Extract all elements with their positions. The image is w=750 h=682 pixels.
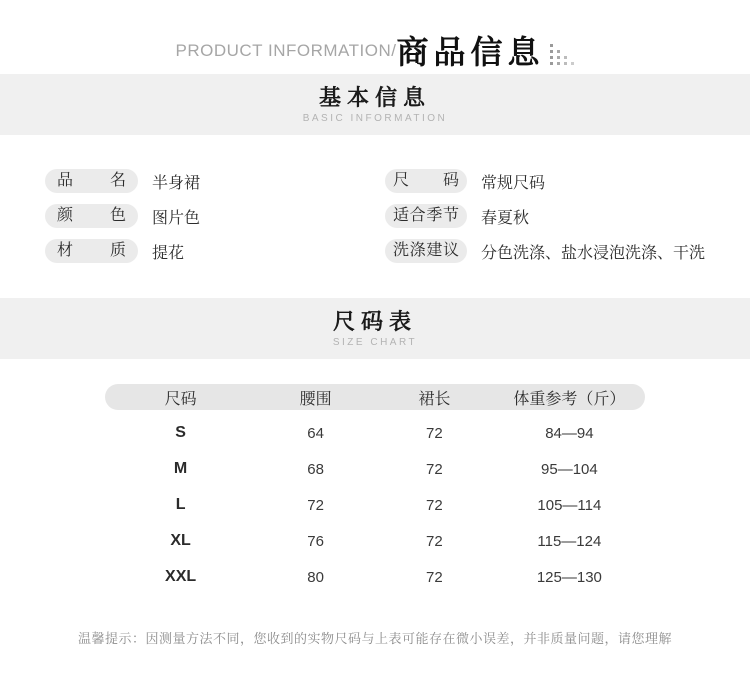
attribute-list (0, 135, 750, 263)
cell-size: L (175, 496, 186, 513)
cell-length: 72 (426, 460, 443, 478)
size-chart-subtitle: SIZE CHART (332, 337, 418, 349)
attr-value: 春夏秋 (481, 209, 530, 227)
attr-label: 洗涤建议 (385, 239, 467, 263)
attr-label: 材质 (45, 239, 138, 263)
cell-length: 72 (426, 568, 443, 586)
table-row (105, 559, 645, 595)
attr-label: 尺码 (385, 169, 467, 193)
attr-row-product-name (45, 169, 385, 193)
cell-waist: 68 (307, 460, 324, 478)
cell-waist: 72 (307, 496, 324, 514)
cell-waist: 80 (307, 568, 324, 586)
table-row (105, 451, 645, 487)
cell-weight: 125—130 (536, 568, 602, 586)
attr-value: 提花 (152, 244, 185, 262)
attr-value: 分色洗涤、盐水浸泡洗涤、干洗 (481, 244, 706, 262)
header-english-label: PRODUCT INFORMATION/ (175, 41, 397, 60)
attr-row-color (45, 204, 385, 228)
page-title: 商品信息 (396, 34, 545, 70)
table-row (105, 487, 645, 523)
size-chart-section-header (0, 298, 750, 359)
size-table-body (105, 415, 645, 595)
col-header-waist: 腰围 (299, 390, 332, 408)
cell-size: S (175, 424, 186, 441)
cell-size: M (173, 460, 188, 477)
attr-row-size (385, 169, 730, 193)
cell-weight: 105—114 (537, 496, 602, 514)
cell-weight: 95—104 (541, 460, 598, 478)
attr-value: 半身裙 (152, 174, 201, 192)
cell-weight: 84—94 (545, 424, 594, 442)
dots-decoration-icon (550, 44, 574, 65)
attr-label: 适合季节 (385, 204, 467, 228)
size-table (105, 384, 645, 595)
attr-row-material (45, 239, 385, 263)
cell-length: 72 (426, 424, 443, 442)
attr-value: 常规尺码 (481, 174, 546, 192)
attr-label: 品名 (45, 169, 138, 193)
cell-length: 72 (426, 532, 443, 550)
basic-info-subtitle: BASIC INFORMATION (302, 113, 448, 125)
table-row (105, 415, 645, 451)
basic-info-title: 基本信息 (318, 84, 431, 110)
table-row (105, 523, 645, 559)
cell-weight: 115—124 (537, 532, 602, 550)
attr-value: 图片色 (152, 209, 201, 227)
size-table-header-row (105, 384, 645, 410)
cell-waist: 64 (307, 424, 324, 442)
col-header-length: 裙长 (418, 390, 451, 408)
cell-length: 72 (426, 496, 443, 514)
col-header-size: 尺码 (164, 390, 197, 408)
col-header-weight: 体重参考（斤） (513, 390, 626, 408)
attr-row-season (385, 204, 730, 228)
attr-label: 颜色 (45, 204, 138, 228)
cell-size: XXL (165, 568, 197, 585)
friendly-reminder-note: 温馨提示：因测量方法不同，您收到的实物尺码与上表可能存在微小误差，并非质量问题，请您理解 (77, 631, 672, 646)
page-header (0, 0, 750, 68)
attr-row-washing (385, 239, 730, 263)
cell-waist: 76 (307, 532, 324, 550)
basic-info-section-header (0, 74, 750, 135)
size-chart-title: 尺码表 (332, 308, 417, 334)
cell-size: XL (170, 532, 191, 549)
